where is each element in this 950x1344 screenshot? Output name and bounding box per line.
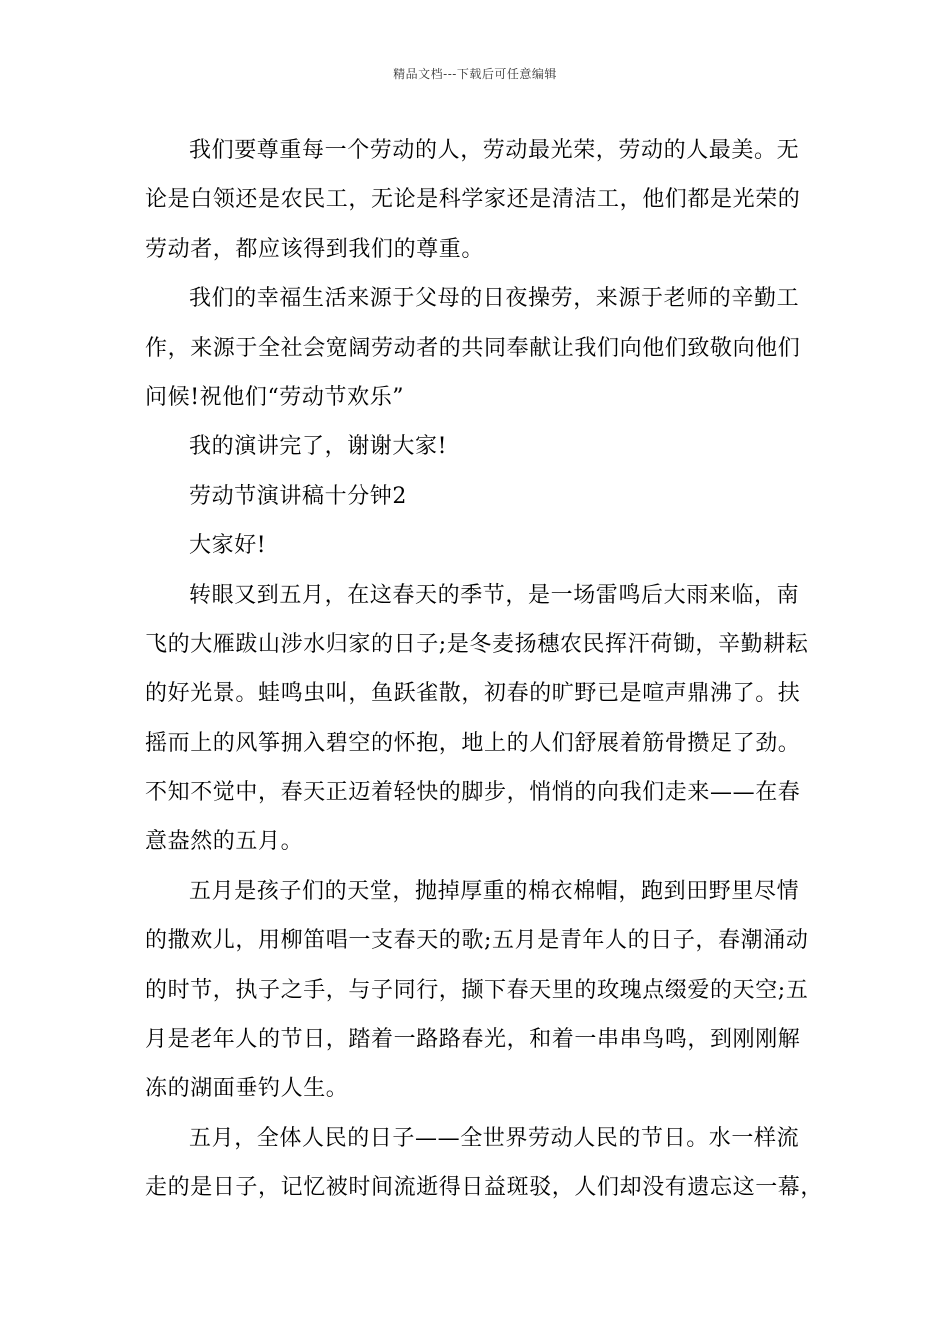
- document-body: [145, 126, 824, 1213]
- text-line: 五月是孩子们的天堂，抛掉厚重的棉衣棉帽，跑到田野里尽情: [189, 878, 800, 904]
- text-line: 的好光景。蛙鸣虫叫，鱼跃雀散，初春的旷野已是喧声鼎沸了。扶: [145, 681, 801, 707]
- text-line: 走的是日子，记忆被时间流逝得日益斑驳，人们却没有遗忘这一幕，: [145, 1175, 824, 1201]
- text-line: 意盎然的五月。: [145, 829, 304, 855]
- text-line: 我们的幸福生活来源于父母的日夜操劳，来源于老师的辛勤工: [189, 286, 800, 312]
- text-line: 作，来源于全社会宽阔劳动者的共同奉献让我们向他们致敬向他们: [145, 335, 801, 361]
- text-line: 的时节，执子之手，与子同行，撷下春天里的玫瑰点缀爱的天空;五: [145, 977, 809, 1003]
- text-line: 五月，全体人民的日子——全世界劳动人民的节日。水一样流: [189, 1125, 800, 1151]
- text-line: 摇而上的风筝拥入碧空的怀抱，地上的人们舒展着筋骨攒足了劲。: [145, 730, 801, 756]
- page-header: 精品文档---下载后可任意编辑: [393, 67, 557, 81]
- text-line: 劳动节演讲稿十分钟2: [189, 483, 407, 509]
- text-line: 不知不觉中，春天正迈着轻快的脚步，悄悄的向我们走来——在春: [145, 780, 801, 806]
- text-line: 大家好!: [189, 533, 267, 559]
- text-line: 冻的湖面垂钓人生。: [145, 1076, 349, 1102]
- text-line: 飞的大雁跋山涉水归家的日子;是冬麦扬穗农民挥汗荷锄，辛勤耕耘: [145, 631, 809, 657]
- text-line: 我们要尊重每一个劳动的人，劳动最光荣，劳动的人最美。无: [189, 138, 800, 163]
- text-line: 劳动者，都应该得到我们的尊重。: [145, 236, 485, 262]
- text-line: 的撒欢儿，用柳笛唱一支春天的歌;五月是青年人的日子，春潮涌动: [145, 928, 809, 954]
- text-line: 我的演讲完了，谢谢大家!: [189, 434, 448, 460]
- text-line: 月是老年人的节日，踏着一路路春光，和着一串串鸟鸣，到刚刚解: [145, 1027, 801, 1053]
- text-line: 问候!祝他们“劳动节欢乐”: [145, 384, 405, 410]
- text-line: 转眼又到五月，在这春天的季节，是一场雷鸣后大雨来临，南: [189, 582, 800, 608]
- text-line: 论是白领还是农民工，无论是科学家还是清洁工，他们都是光荣的: [145, 187, 801, 213]
